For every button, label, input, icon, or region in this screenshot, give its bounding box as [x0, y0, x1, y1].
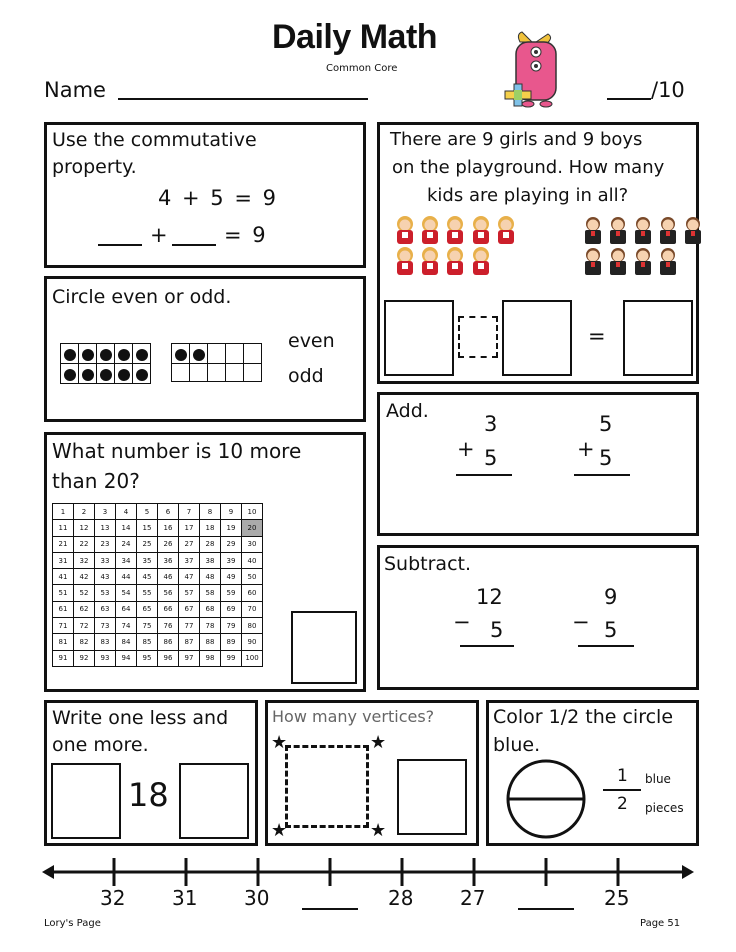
hundred-chart-cell[interactable]: 94 — [116, 650, 137, 666]
hundred-chart-cell[interactable]: 21 — [53, 536, 74, 552]
add-p1-bottom: 5 — [484, 446, 498, 470]
girl-icon — [418, 246, 439, 276]
subtract-p2-op: − — [572, 610, 590, 634]
hundred-chart-cell[interactable]: 43 — [95, 569, 116, 585]
boy-icon — [581, 215, 602, 245]
hundred-chart-cell[interactable]: 100 — [242, 650, 263, 666]
option-odd[interactable]: odd — [288, 365, 324, 387]
hundred-chart-cell[interactable]: 22 — [74, 536, 95, 552]
hundred-chart-cell[interactable]: 57 — [179, 585, 200, 601]
hundred-chart-cell[interactable]: 28 — [200, 536, 221, 552]
hundred-chart-cell[interactable]: 71 — [53, 618, 74, 634]
hundred-chart-cell[interactable]: 17 — [179, 520, 200, 536]
add-p2-op: + — [577, 437, 595, 461]
hundred-chart-cell[interactable]: 62 — [74, 601, 95, 617]
add-p1-top: 3 — [484, 412, 498, 436]
fraction-label-blue: blue — [645, 772, 671, 786]
counter-dot — [100, 369, 112, 381]
boy-icon — [581, 246, 602, 276]
hundred-chart-cell[interactable]: 84 — [116, 634, 137, 650]
hundred-chart-cell[interactable]: 29 — [221, 536, 242, 552]
hundred-chart-cell[interactable]: 38 — [200, 552, 221, 568]
operator-box[interactable] — [458, 316, 498, 358]
hundred-chart-cell[interactable]: 83 — [95, 634, 116, 650]
number-line-blank[interactable] — [518, 908, 574, 910]
counter-dot — [64, 369, 76, 381]
subtract-p1-op: − — [453, 610, 471, 634]
less-more-prompt-line1: Write one less and — [52, 707, 229, 729]
hundred-chart-cell[interactable]: 99 — [221, 650, 242, 666]
add-label: Add. — [386, 400, 429, 422]
number-line-label: 28 — [388, 886, 414, 910]
hundred-chart-cell[interactable]: 27 — [179, 536, 200, 552]
hundred-chart-cell[interactable]: 82 — [74, 634, 95, 650]
hundred-chart-cell[interactable]: 39 — [221, 552, 242, 568]
option-even[interactable]: even — [288, 330, 335, 352]
hundred-chart-cell[interactable]: 23 — [95, 536, 116, 552]
hundred-chart-cell[interactable]: 35 — [137, 552, 158, 568]
hundred-chart-cell[interactable]: 12 — [74, 520, 95, 536]
number-line-label: 31 — [172, 886, 198, 910]
number-line — [40, 852, 696, 892]
hundred-chart-cell[interactable]: 7 — [179, 504, 200, 520]
star-icon: ★ — [370, 820, 387, 841]
counter-dot — [82, 369, 94, 381]
hundred-chart-cell[interactable]: 92 — [74, 650, 95, 666]
center-number: 18 — [128, 776, 169, 814]
hundred-chart-cell[interactable]: 30 — [242, 536, 263, 552]
hundred-chart-cell[interactable]: 46 — [158, 569, 179, 585]
hundred-chart-cell[interactable]: 78 — [200, 618, 221, 634]
hundred-chart-cell[interactable]: 65 — [137, 601, 158, 617]
subtract-p1-bottom: 5 — [490, 618, 504, 642]
ten-frame-full — [60, 343, 151, 384]
hundred-chart-cell[interactable]: 45 — [137, 569, 158, 585]
hundred-chart-cell[interactable]: 44 — [116, 569, 137, 585]
number-line-blank[interactable] — [302, 908, 358, 910]
circle-prompt-line2: blue. — [493, 734, 541, 756]
hundred-chart-cell[interactable]: 88 — [200, 634, 221, 650]
equals-sign: = — [588, 324, 606, 348]
hundred-chart-cell[interactable]: 40 — [242, 552, 263, 568]
hundred-chart-cell[interactable]: 67 — [179, 601, 200, 617]
hundred-chart-cell[interactable]: 55 — [137, 585, 158, 601]
number-line-label: 32 — [100, 886, 126, 910]
hundred-chart-cell[interactable]: 8 — [200, 504, 221, 520]
girl-icon — [393, 215, 414, 245]
hundred-chart-cell[interactable]: 24 — [116, 536, 137, 552]
half-circle-shape[interactable] — [505, 758, 587, 840]
boy-icon — [631, 246, 652, 276]
vertices-prompt: How many vertices? — [272, 707, 435, 726]
commutative-prompt-line2: property. — [52, 156, 137, 178]
hundred-chart-cell[interactable]: 97 — [179, 650, 200, 666]
hundred-chart-cell[interactable]: 66 — [158, 601, 179, 617]
girl-icon — [469, 215, 490, 245]
add-p2-top: 5 — [599, 412, 613, 436]
hundred-chart-cell[interactable]: 41 — [53, 569, 74, 585]
girl-icon — [418, 215, 439, 245]
star-icon: ★ — [271, 732, 288, 753]
hundred-chart-cell[interactable]: 16 — [158, 520, 179, 536]
hundred-chart-cell[interactable]: 33 — [95, 552, 116, 568]
monster-mascot-icon — [502, 28, 566, 110]
hundred-chart-cell[interactable]: 10 — [242, 504, 263, 520]
commutative-result: = 9 — [224, 223, 266, 247]
number-line-label: 27 — [460, 886, 486, 910]
counter-dot — [118, 349, 130, 361]
fraction-denominator: 2 — [617, 794, 628, 814]
fraction-bar — [603, 789, 641, 791]
commutative-prompt-line1: Use the commutative — [52, 129, 257, 151]
add-p2-answer-line[interactable] — [574, 474, 630, 476]
add-p2-bottom: 5 — [599, 446, 613, 470]
star-icon: ★ — [370, 732, 387, 753]
hundred-chart-cell[interactable]: 49 — [221, 569, 242, 585]
hundred-chart-cell[interactable]: 54 — [116, 585, 137, 601]
hundred-chart-cell[interactable]: 52 — [74, 585, 95, 601]
hundred-chart-cell[interactable]: 3 — [95, 504, 116, 520]
score-label: /10 — [651, 78, 685, 102]
hundred-chart-cell[interactable]: 93 — [95, 650, 116, 666]
sum-box[interactable] — [623, 300, 693, 376]
hundred-chart-cell[interactable]: 91 — [53, 650, 74, 666]
counter-dot — [118, 369, 130, 381]
hundred-chart-cell[interactable]: 18 — [200, 520, 221, 536]
boy-icon — [656, 215, 677, 245]
hundred-chart-cell[interactable]: 48 — [200, 569, 221, 585]
hundred-chart-cell[interactable]: 6 — [158, 504, 179, 520]
hundred-chart-cell[interactable]: 19 — [221, 520, 242, 536]
ten-more-answer-box[interactable] — [291, 611, 357, 684]
page-title: Daily Math — [272, 18, 438, 56]
boy-icon — [681, 215, 702, 245]
hundred-chart-cell[interactable]: 37 — [179, 552, 200, 568]
even-odd-prompt: Circle even or odd. — [52, 286, 232, 308]
counter-dot — [136, 369, 148, 381]
hundred-chart-cell[interactable]: 79 — [221, 618, 242, 634]
addend-box-2[interactable] — [502, 300, 572, 376]
vertices-answer-box[interactable] — [397, 759, 467, 835]
hundred-chart-cell[interactable]: 96 — [158, 650, 179, 666]
subtract-p2-answer-line[interactable] — [578, 645, 634, 647]
hundred-chart-cell[interactable]: 58 — [200, 585, 221, 601]
score-input-line[interactable] — [607, 98, 651, 100]
hundred-chart-cell[interactable]: 77 — [179, 618, 200, 634]
hundred-chart-cell[interactable]: 42 — [74, 569, 95, 585]
hundred-chart-cell[interactable]: 47 — [179, 569, 200, 585]
word-problem-line1: There are 9 girls and 9 boys — [390, 129, 643, 150]
hundred-chart-cell[interactable]: 69 — [221, 601, 242, 617]
name-input-line[interactable] — [118, 98, 368, 100]
girl-icon — [443, 246, 464, 276]
hundred-chart-cell[interactable]: 4 — [116, 504, 137, 520]
counter-dot — [136, 349, 148, 361]
girl-icon — [469, 246, 490, 276]
hundred-chart-cell[interactable]: 81 — [53, 634, 74, 650]
hundred-chart-cell[interactable]: 64 — [116, 601, 137, 617]
fraction-label-pieces: pieces — [645, 801, 684, 815]
hundred-chart-cell[interactable]: 80 — [242, 618, 263, 634]
ten-more-prompt-line1: What number is 10 more — [52, 439, 302, 463]
hundred-chart-cell[interactable]: 14 — [116, 520, 137, 536]
hundred-chart-cell[interactable]: 31 — [53, 552, 74, 568]
footer-right: Page 51 — [640, 918, 681, 929]
add-p1-op: + — [457, 437, 475, 461]
girl-icon — [443, 215, 464, 245]
subtract-p1-answer-line[interactable] — [460, 645, 514, 647]
hundred-chart-cell[interactable]: 20 — [242, 520, 263, 536]
hundred-chart-cell[interactable]: 1 — [53, 504, 74, 520]
word-problem-line2: on the playground. How many — [392, 157, 665, 178]
hundred-chart-cell[interactable]: 85 — [137, 634, 158, 650]
hundred-chart-cell[interactable]: 26 — [158, 536, 179, 552]
one-less-box[interactable] — [51, 763, 121, 839]
subtract-p1-top: 12 — [476, 585, 503, 609]
subtract-label: Subtract. — [384, 553, 472, 575]
hundred-chart-cell[interactable]: 89 — [221, 634, 242, 650]
hundred-chart-cell[interactable]: 2 — [74, 504, 95, 520]
less-more-prompt-line2: one more. — [52, 734, 149, 756]
name-label: Name — [44, 78, 106, 102]
hundred-chart-cell[interactable]: 51 — [53, 585, 74, 601]
number-line-label: 25 — [604, 886, 630, 910]
page-subtitle: Common Core — [326, 63, 398, 74]
hundred-chart-cell[interactable]: 61 — [53, 601, 74, 617]
counter-dot — [100, 349, 112, 361]
hundred-chart-cell[interactable]: 5 — [137, 504, 158, 520]
hundred-chart-cell[interactable]: 59 — [221, 585, 242, 601]
word-problem-line3: kids are playing in all? — [427, 185, 629, 206]
hundred-chart-cell[interactable]: 70 — [242, 601, 263, 617]
commutative-blank-1[interactable] — [98, 244, 142, 246]
boy-icon — [606, 215, 627, 245]
counter-dot — [175, 349, 187, 361]
subtract-p2-bottom: 5 — [604, 618, 618, 642]
boy-icon — [606, 246, 627, 276]
hundred-chart-cell[interactable]: 87 — [179, 634, 200, 650]
hundred-chart-cell[interactable]: 86 — [158, 634, 179, 650]
hundred-chart-cell[interactable]: 34 — [116, 552, 137, 568]
ten-frame-partial — [171, 343, 262, 382]
hundred-chart-cell[interactable]: 25 — [137, 536, 158, 552]
commutative-plus: + — [150, 223, 168, 247]
hundred-chart-cell[interactable]: 76 — [158, 618, 179, 634]
hundred-chart-cell[interactable]: 56 — [158, 585, 179, 601]
circle-prompt-line1: Color 1/2 the circle — [493, 706, 674, 728]
commutative-blank-2[interactable] — [172, 244, 216, 246]
commutative-equation: 4 + 5 = 9 — [158, 186, 276, 210]
hundred-chart-cell[interactable]: 11 — [53, 520, 74, 536]
hundred-chart-cell[interactable]: 9 — [221, 504, 242, 520]
fraction-numerator: 1 — [617, 766, 628, 786]
one-more-box[interactable] — [179, 763, 249, 839]
addend-box-1[interactable] — [384, 300, 454, 376]
hundred-chart-cell[interactable]: 74 — [116, 618, 137, 634]
star-icon: ★ — [271, 820, 288, 841]
girl-icon — [393, 246, 414, 276]
number-line-label: 30 — [244, 886, 270, 910]
hundred-chart-cell[interactable]: 15 — [137, 520, 158, 536]
hundred-chart-cell[interactable]: 63 — [95, 601, 116, 617]
hundred-chart-cell[interactable]: 75 — [137, 618, 158, 634]
hundred-chart-cell[interactable]: 90 — [242, 634, 263, 650]
counter-dot — [82, 349, 94, 361]
subtract-p2-top: 9 — [604, 585, 618, 609]
counter-dot — [64, 349, 76, 361]
counter-dot — [193, 349, 205, 361]
hundred-chart-cell[interactable]: 68 — [200, 601, 221, 617]
boy-icon — [631, 215, 652, 245]
hundred-chart-cell[interactable]: 53 — [95, 585, 116, 601]
hundred-chart-cell[interactable]: 73 — [95, 618, 116, 634]
boy-icon — [656, 246, 677, 276]
hundred-chart-cell[interactable]: 36 — [158, 552, 179, 568]
add-p1-answer-line[interactable] — [456, 474, 512, 476]
hundred-chart — [52, 503, 263, 667]
hundred-chart-cell[interactable]: 95 — [137, 650, 158, 666]
hundred-chart-cell[interactable]: 32 — [74, 552, 95, 568]
hundred-chart-cell[interactable]: 72 — [74, 618, 95, 634]
hundred-chart-cell[interactable]: 50 — [242, 569, 263, 585]
footer-left: Lory's Page — [44, 918, 101, 929]
girl-icon — [494, 215, 515, 245]
hundred-chart-cell[interactable]: 98 — [200, 650, 221, 666]
hundred-chart-cell[interactable]: 13 — [95, 520, 116, 536]
hundred-chart-cell[interactable]: 60 — [242, 585, 263, 601]
ten-more-prompt-line2: than 20? — [52, 469, 140, 493]
dashed-square — [285, 745, 369, 828]
